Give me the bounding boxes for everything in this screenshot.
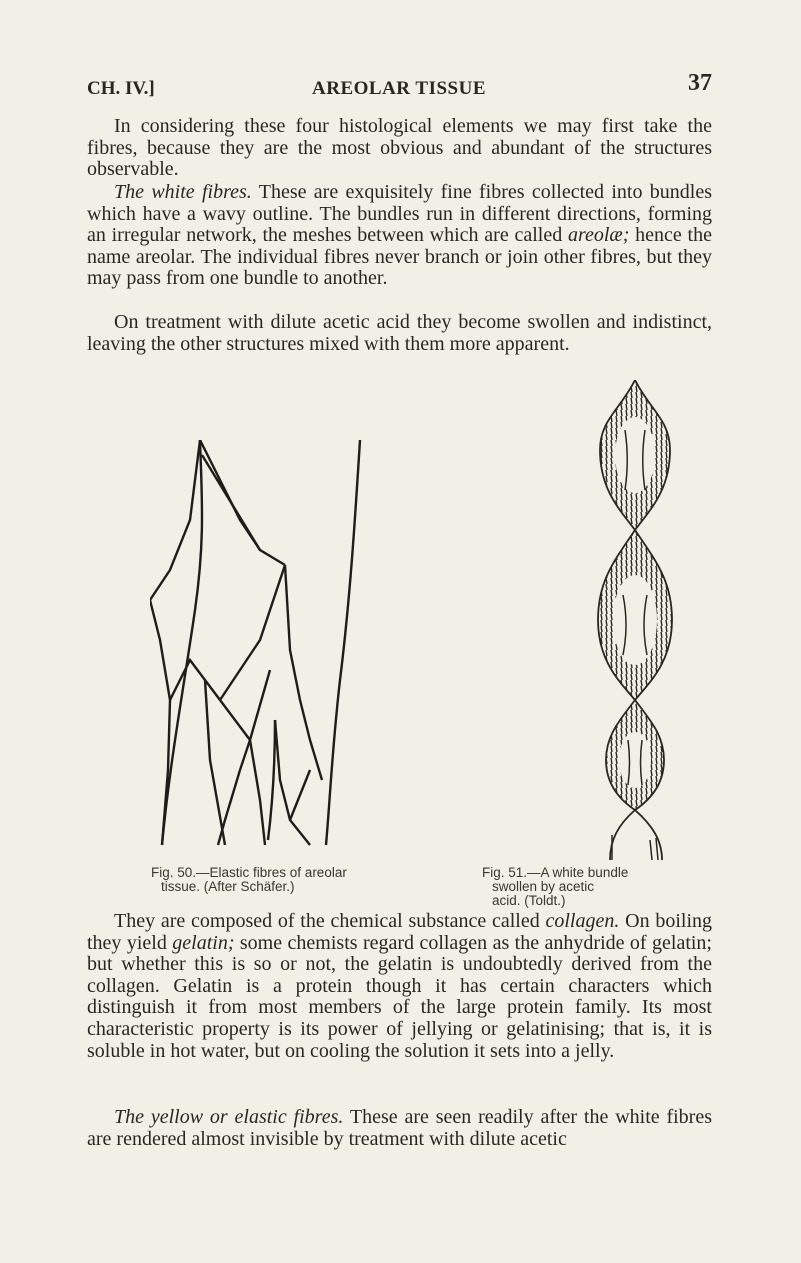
figure-50-elastic-fibres [150, 440, 370, 850]
page-number: 37 [688, 70, 712, 96]
figure-51-caption: Fig. 51.—A white bundle swollen by acetic acid. (Toldt.) [482, 865, 629, 908]
term-areolae: areolæ; [567, 224, 630, 247]
paragraph-acetic-acid: On treatment with dilute acetic acid they become swollen and indistinct, leaving the other structures mixed with them more apparent. [87, 311, 712, 355]
section-heading-elastic-fibres: The yellow or elastic fibres. [114, 1106, 344, 1128]
figure-50-caption: Fig. 50.—Elastic fibres of areolar tissue. (After Schäfer.) [151, 865, 347, 894]
chapter-label: CH. IV.] [87, 78, 155, 99]
paragraph-white-fibres: The white fibres. These are exquisitely fine fibres collected into bundles which have a wavy outline. The bundles run in different directions, forming an irregular network, the meshes between which are called areolæ; hence the name areolar. The individual fibres never branch or join other fibres, but they may pass from one bundle to another. [87, 181, 712, 290]
paragraph-collagen: They are composed of the chemical substance called collagen. On boiling they yield gelatin; some chemists regard collagen as the anhydride of gelatin; but whether this is so or not, the gelatin is undoubtedly derived from the collagen. Gelatin is a protein though it has certain characters which distinguish it from most members of the large protein family. Its most characteristic property is its power of jellying or gelatinising; that is, it is soluble in hot water, but on cooling the solution it sets into a jelly. [87, 910, 712, 1062]
term-gelatin: gelatin; [172, 931, 235, 954]
section-heading-white-fibres: The white fibres. [114, 181, 252, 203]
header-title: AREOLAR TISSUE [312, 78, 487, 99]
paragraph-elastic-fibres: The yellow or elastic fibres. These are seen readily after the white fibres are rendered almost invisible by treatment with dilute acetic [87, 1106, 712, 1150]
paragraph-intro: In considering these four histological elements we may first take the fibres, because they are the most obvious and abundant of the structures observable. [87, 115, 712, 181]
running-header [87, 68, 712, 98]
figure-51-swollen-bundle [540, 380, 720, 860]
term-collagen: collagen. [545, 910, 620, 932]
